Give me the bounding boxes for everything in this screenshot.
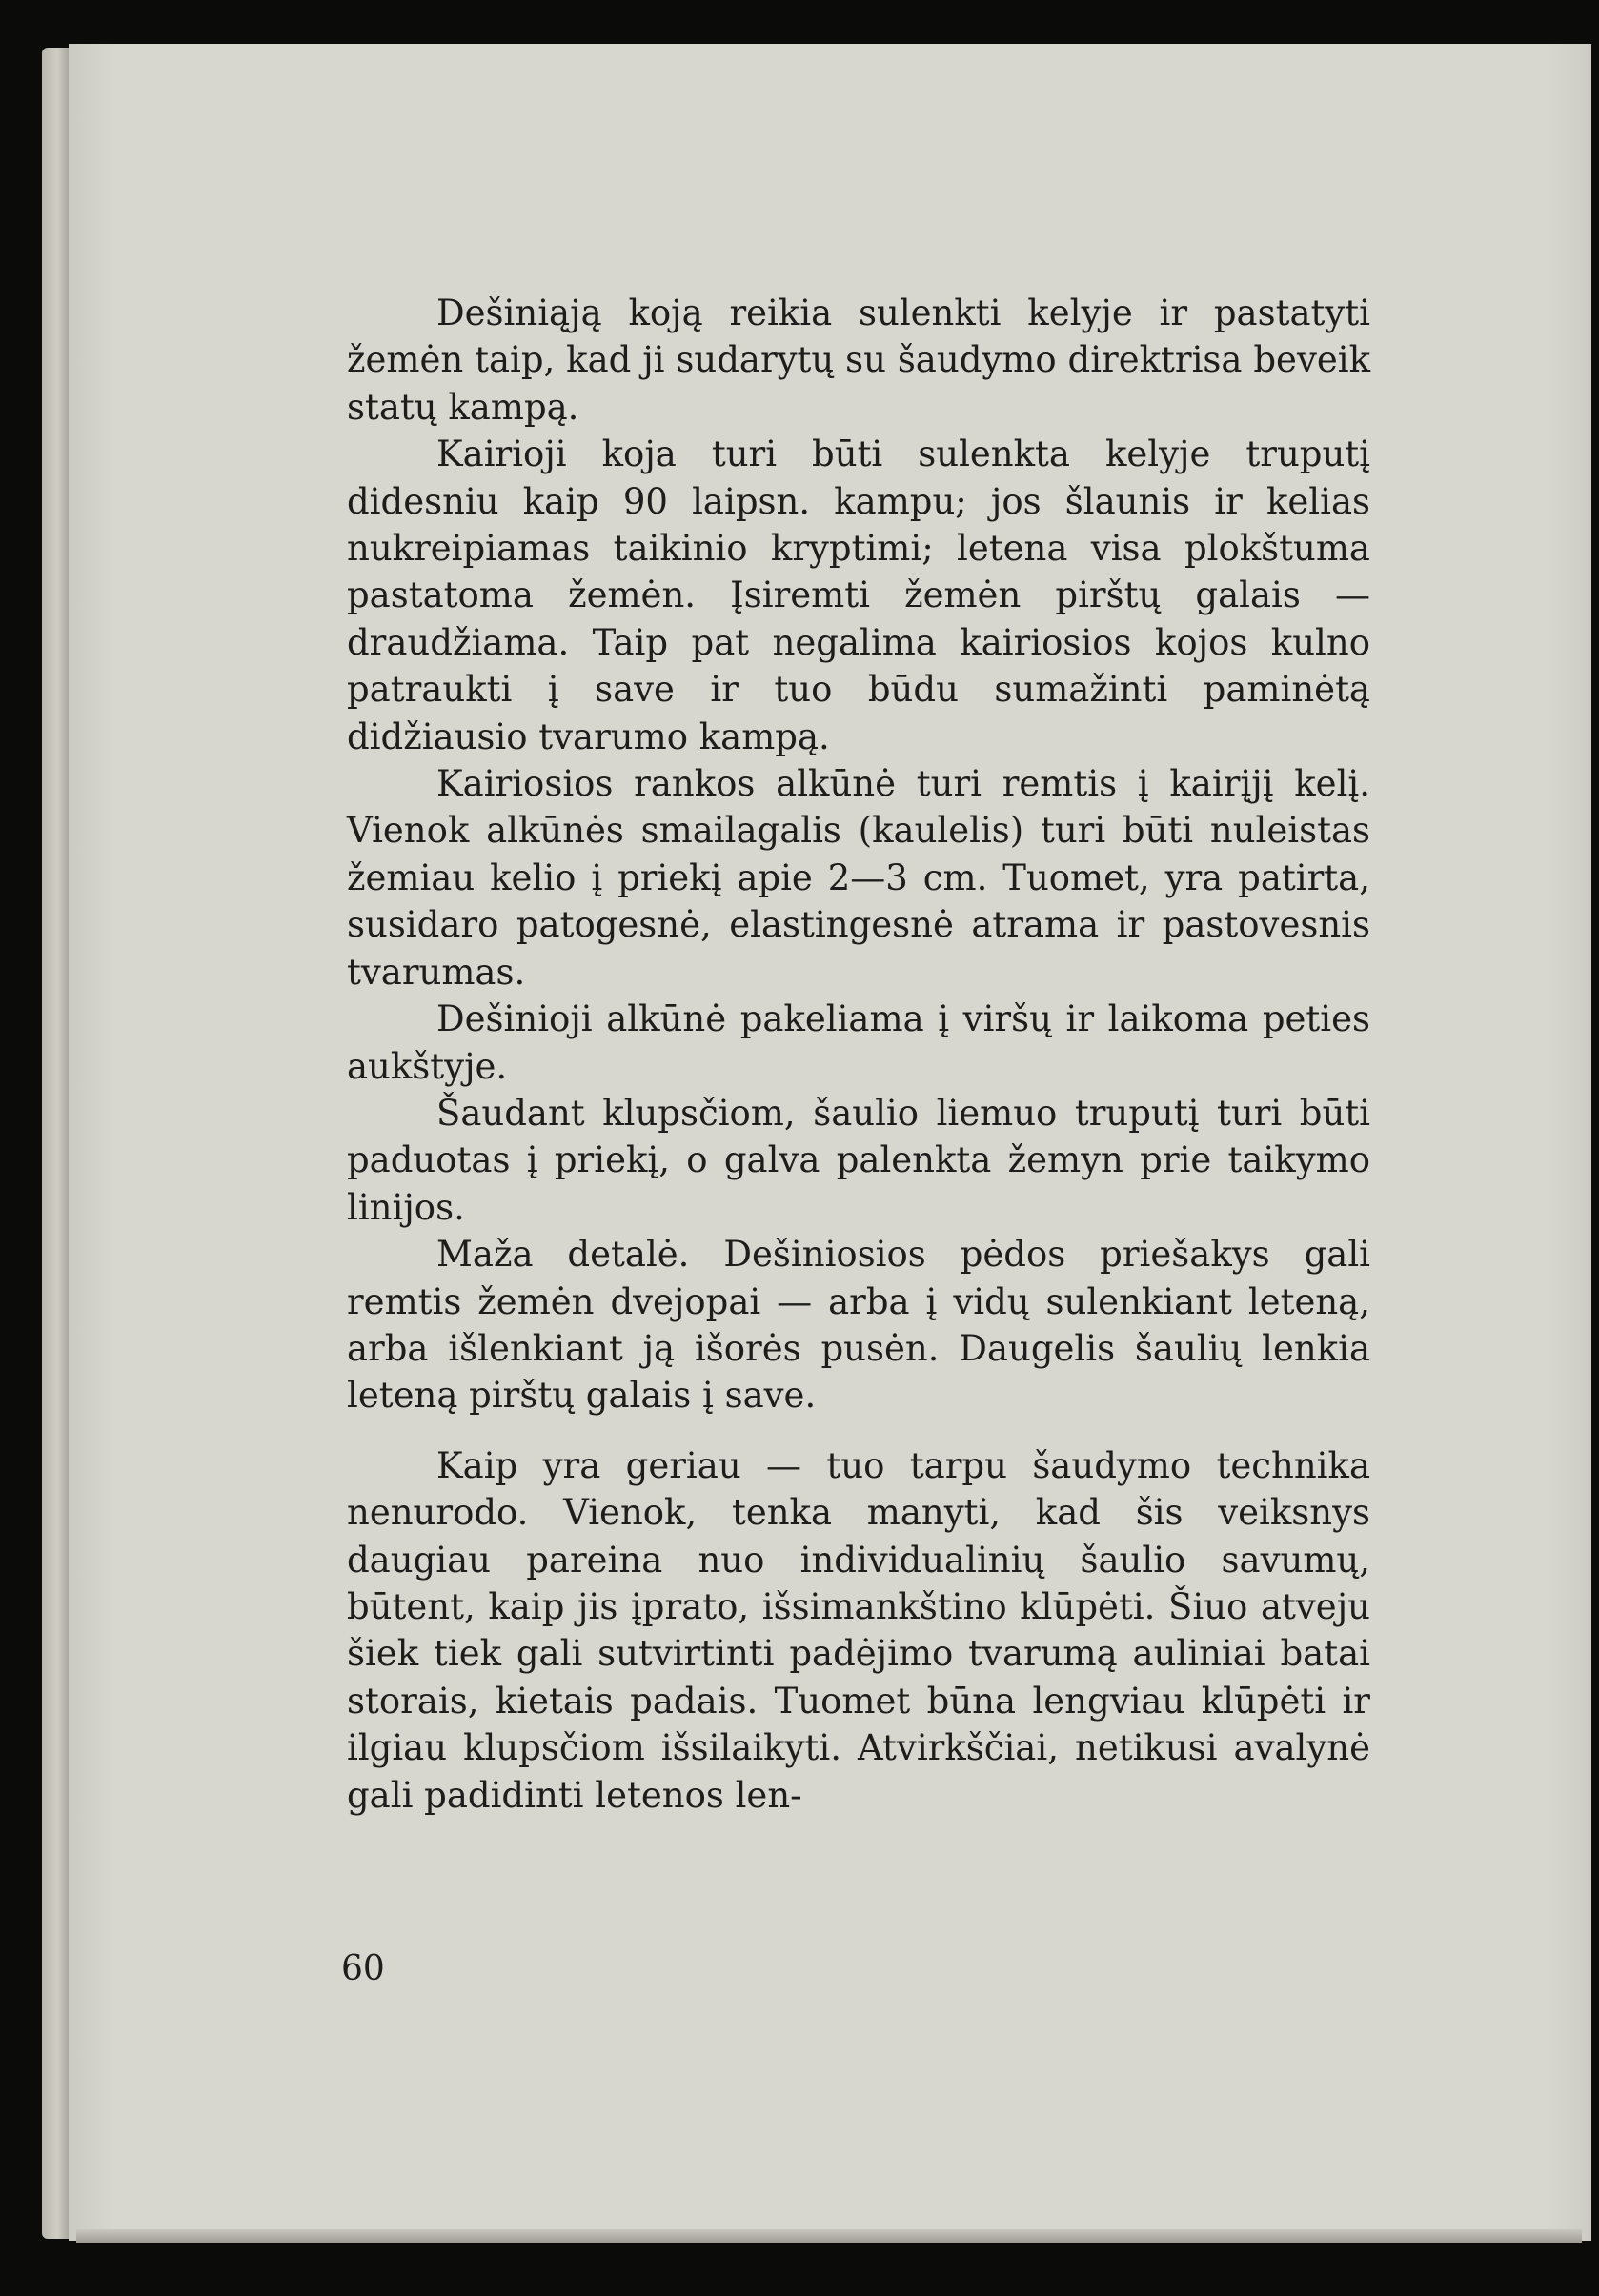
paragraph: Kaip yra geriau — tuo tarpu šaudymo technika nenurodo. Vienok, tenka manyti, kad šis veiksnys daugiau pareina nuo individualinių šaulio savumų, būtent, kaip jis įprato, išsimankštino klūpėti. Šiuo atveju šiek tiek gali sutvirtinti padėjimo tvarumą auliniai batai storais, kietais padais. Tuomet būna lengviau klūpėti ir ilgiau klupsčiom išsilaikyti. Atvirkščiai, netikusi avalynė gali padidinti letenos len- — [347, 1444, 1370, 1816]
page-number: 60 — [341, 1949, 385, 1988]
paragraph: Šaudant klupsčiom, šaulio liemuo truputį turi būti paduotas į priekį, o galva palenkta žemyn prie taikymo linijos. — [347, 1092, 1370, 1228]
paragraph: Dešinioji alkūnė pakeliama į viršų ir laikoma peties aukštyje. — [347, 998, 1370, 1087]
paragraph: Dešiniąją koją reikia sulenkti kelyje ir pastatyti žemėn taip, kad ji sudarytų su šaudymo direktrisa beveik statų kampą. — [347, 292, 1370, 428]
paragraph: Kairioji koja turi būti sulenkta kelyje truputį didesniu kaip 90 laipsn. kampu; jos šlaunis ir kelias nukreipiamas taikinio kryptimi; letena visa plokštuma pastatoma žemėn. Įsiremti žemėn pirštų galais — draudžiama. Taip pat negalima kairiosios kojos kulno patraukti į save ir tuo būdu sumažinti paminėtą didžiausio tvarumo kampą. — [347, 433, 1370, 757]
body-text — [347, 290, 1370, 1819]
page-bottom-edge — [76, 2229, 1582, 2243]
paragraph: Maža detalė. Dešiniosios pėdos priešakys gali remtis žemėn dvejopai — arba į vidų sulenkiant leteną, arba išlenkiant ją išorės pusėn. Daugelis šaulių lenkia leteną pirštų galais į save. — [347, 1234, 1370, 1417]
paragraph: Kairiosios rankos alkūnė turi remtis į kairįjį kelį. Vienok alkūnės smailagalis (kaulelis) turi būti nuleistas žemiau kelio į priekį apie 2—3 cm. Tuomet, yra patirta, susidaro patogesnė, elastingesnė atrama ir pastovesnis tvarumas. — [347, 763, 1370, 993]
